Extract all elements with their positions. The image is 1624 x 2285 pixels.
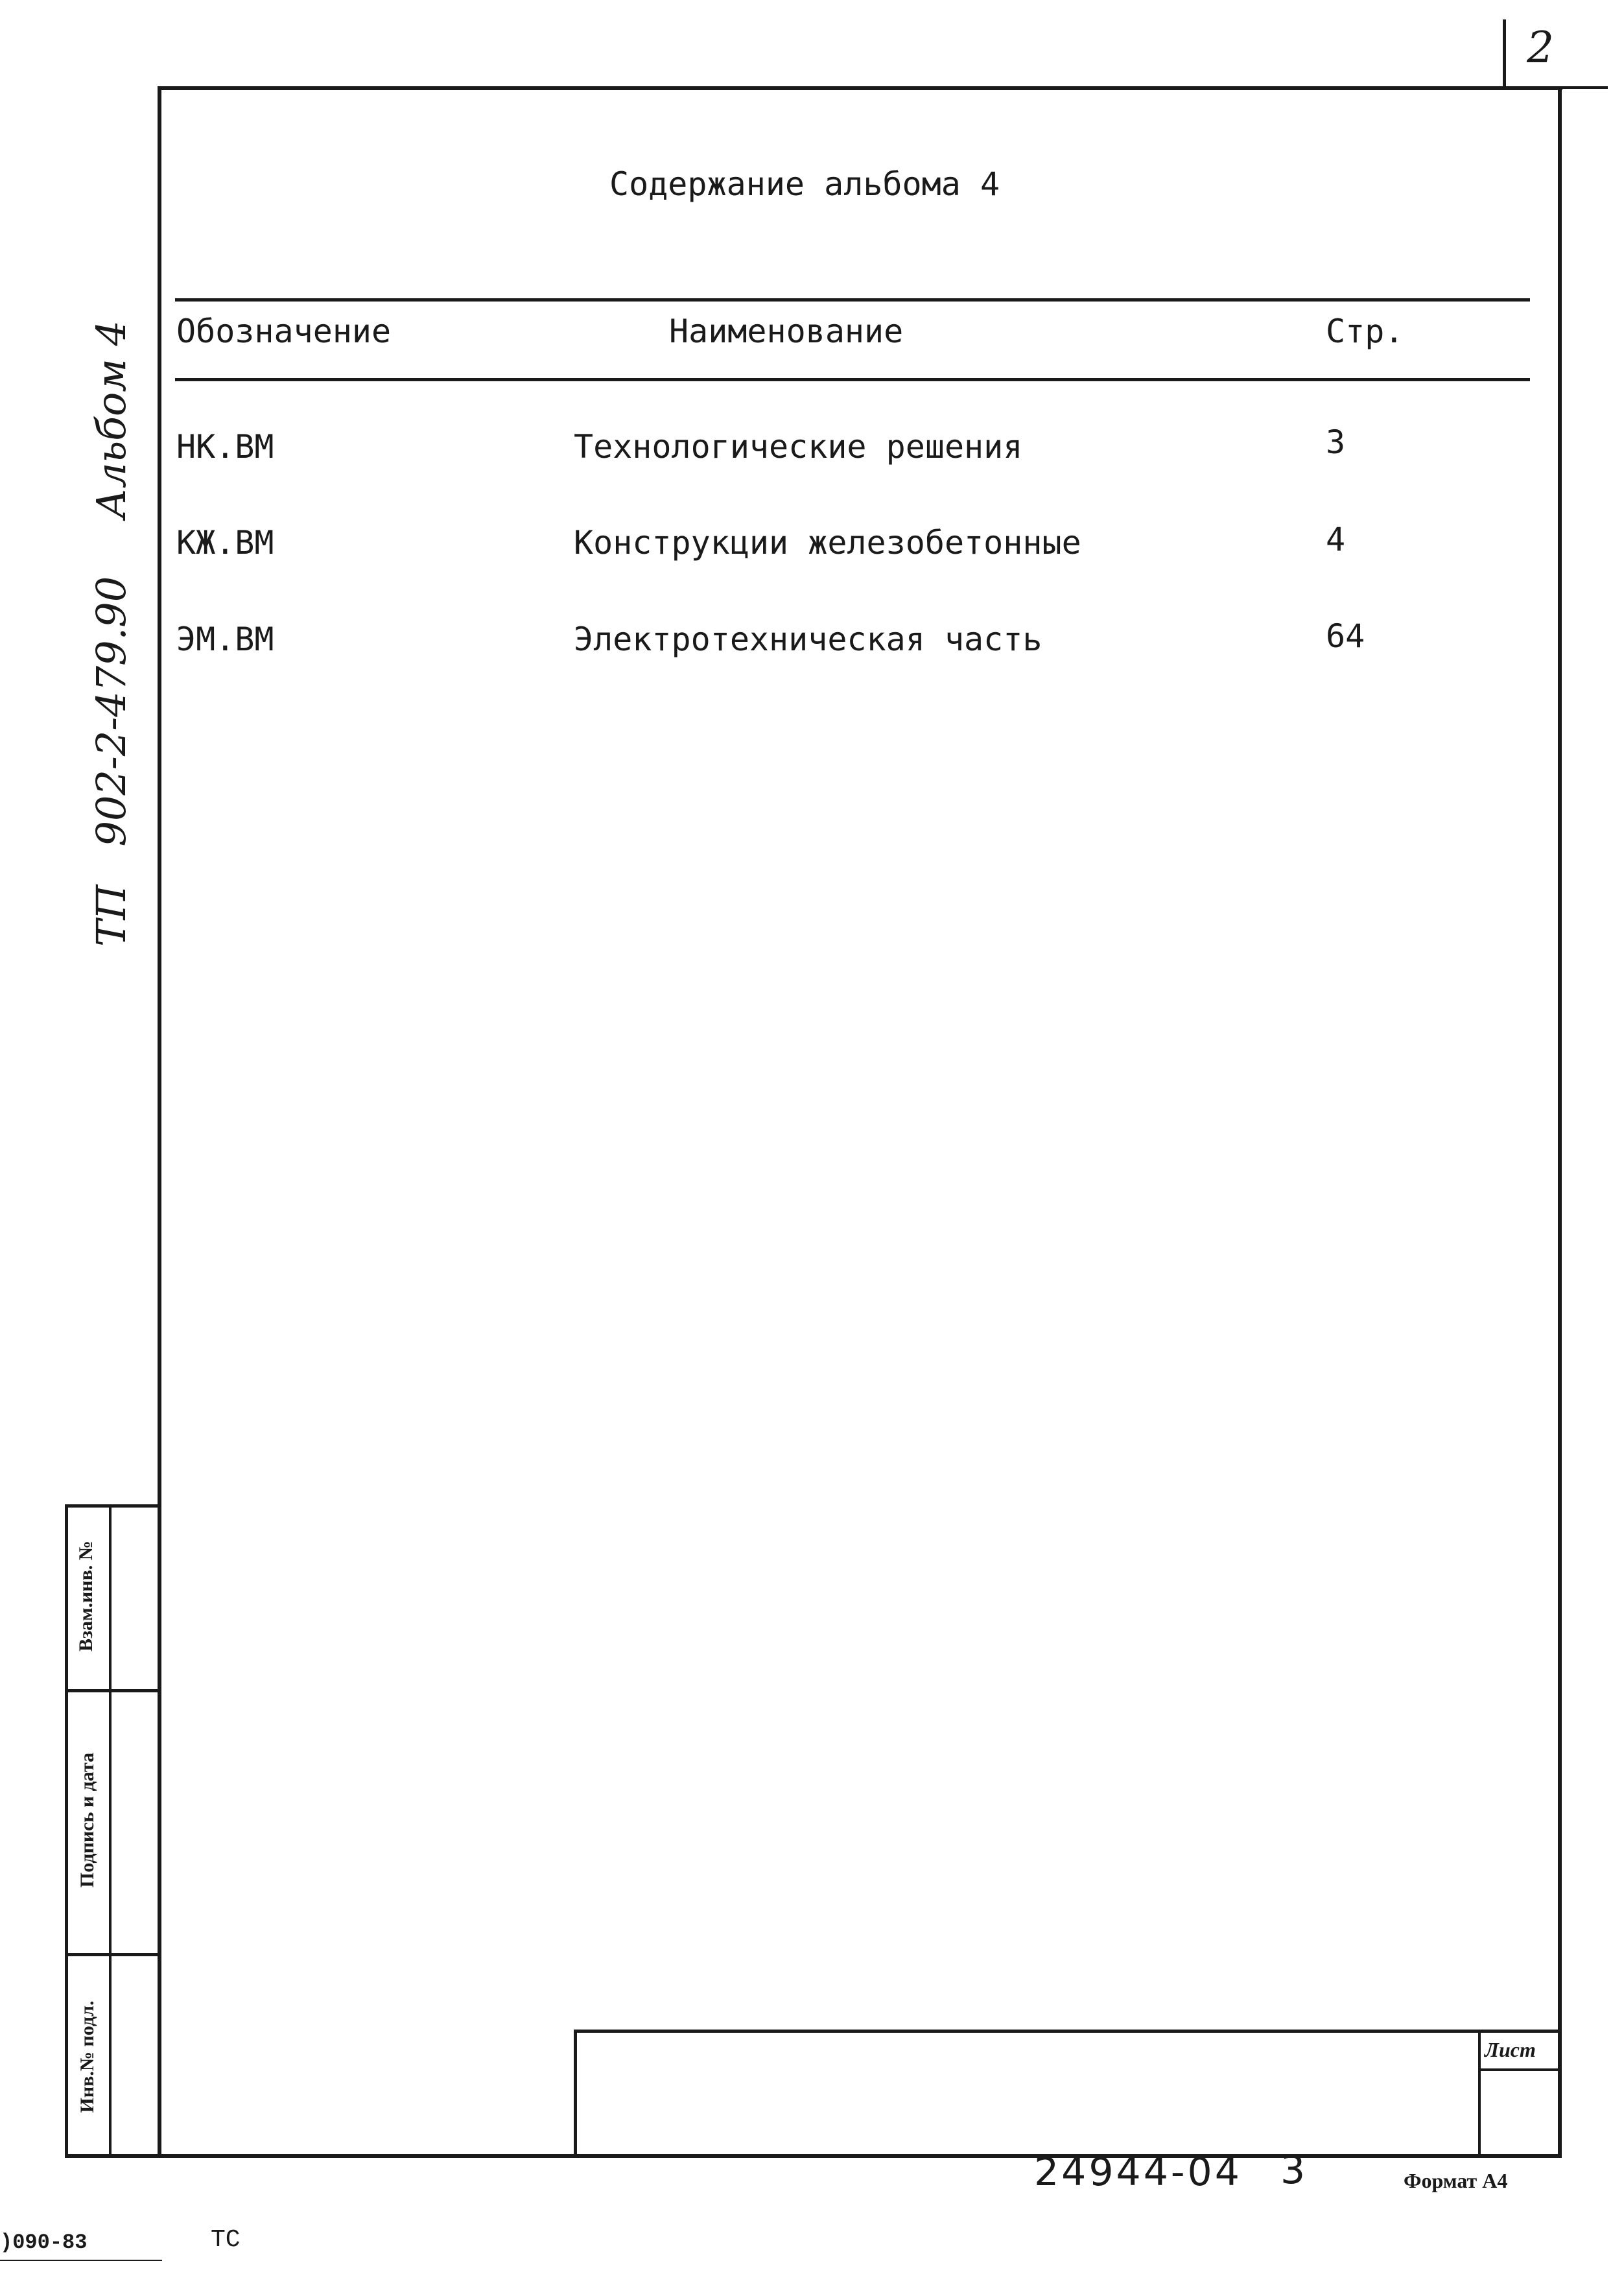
row-name: Конструкции железобетонные xyxy=(574,524,1081,562)
row-page: 3 xyxy=(1326,423,1346,461)
titleblock-sheet-left xyxy=(1478,2030,1481,2158)
table-header-rule xyxy=(175,378,1530,381)
stamp-inner xyxy=(109,1504,112,2158)
header-designation: Обозначение xyxy=(176,313,392,350)
titleblock-list-label: Лист xyxy=(1485,2038,1536,2061)
row-designation: НК.ВМ xyxy=(176,428,274,466)
row-name: Технологические решения xyxy=(574,428,1023,466)
row-designation: КЖ.ВМ xyxy=(176,524,274,562)
header-page: Стр. xyxy=(1326,313,1404,350)
stamp-inv-podl: Инв.№ подл. xyxy=(76,2000,98,2113)
header-name: Наименование xyxy=(669,313,904,350)
frame-top xyxy=(159,86,1562,90)
footer-left-underline xyxy=(0,2260,162,2261)
stamp-podpis-data: Подпись и дата xyxy=(76,1752,98,1888)
frame-right xyxy=(1558,86,1562,2158)
margin-album-label: Альбом 4 xyxy=(88,320,135,519)
row-page: 4 xyxy=(1326,521,1346,558)
frame-bottom xyxy=(65,2154,1562,2158)
titleblock-left xyxy=(574,2030,577,2158)
footer-left-code: )090-83 xyxy=(0,2231,88,2255)
footer-format: Формат А4 xyxy=(1404,2169,1508,2192)
footer-sheet-number: 3 xyxy=(1280,2148,1306,2193)
stamp-top xyxy=(65,1504,161,1508)
corner-sheet-number: 2 xyxy=(1527,23,1554,73)
table-top-rule xyxy=(175,298,1530,302)
corner-divider xyxy=(1503,19,1506,89)
row-name: Электротехническая часть xyxy=(574,621,1042,658)
stamp-divider-1 xyxy=(65,1689,161,1692)
stamp-divider-2 xyxy=(65,1953,161,1956)
stamp-left xyxy=(65,1504,68,2158)
footer-doc-number: 24944-04 xyxy=(1034,2149,1242,2195)
footer-tc: ТС xyxy=(211,2226,241,2254)
frame-left xyxy=(158,86,161,2158)
row-page: 64 xyxy=(1326,617,1365,655)
titleblock-top xyxy=(574,2030,1562,2033)
row-designation: ЭМ.ВМ xyxy=(176,621,274,658)
titleblock-sheet-divider xyxy=(1478,2068,1562,2071)
margin-project-code: ТП 902-2-479.90 xyxy=(88,576,135,947)
stamp-vzam-inv: Взам.инв. № xyxy=(75,1541,97,1652)
page-title: Содержание альбома 4 xyxy=(609,165,1000,203)
